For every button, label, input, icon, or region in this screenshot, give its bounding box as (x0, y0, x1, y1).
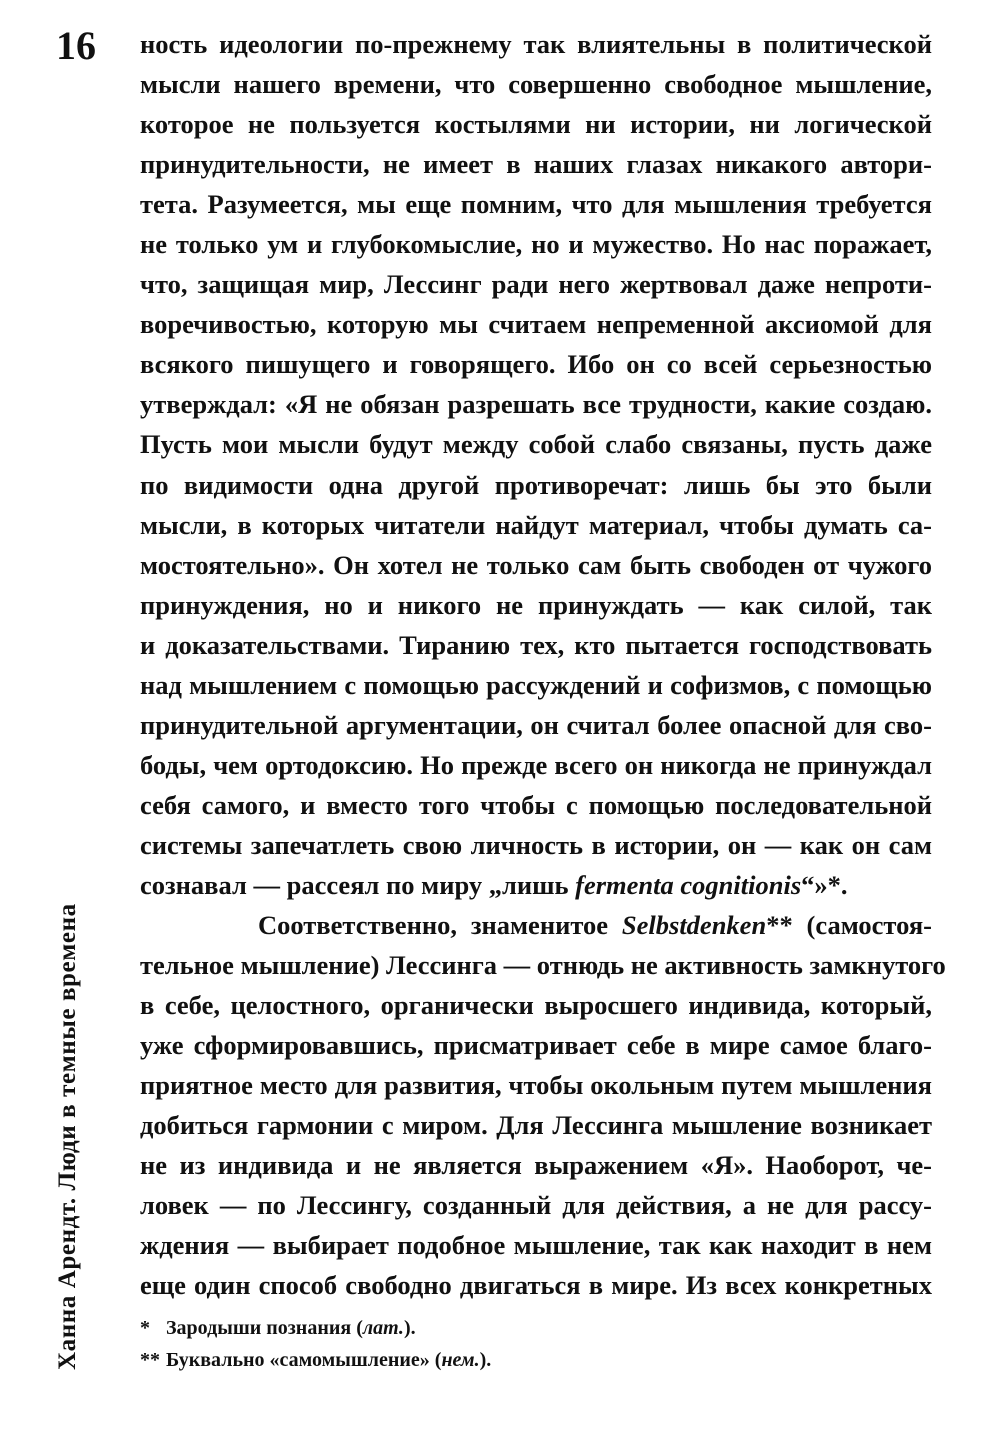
text-line: что, защищая мир, Лессинг ради него жертвовал даже непроти- (140, 269, 932, 300)
footnote-lang: нем. (441, 1349, 480, 1371)
text-line: ловек — по Лессингу, созданный для действия, а не для рассу- (140, 1190, 932, 1221)
text-line: над мышлением с помощью рассуждений и софизмов, с помощью (140, 669, 932, 700)
text-segment: Соответственно, знаменитое (258, 910, 622, 941)
text-line: воречивостью, которую мы считаем непременной аксиомой для (140, 309, 932, 340)
footnote-text: Зародыши познания ( (166, 1317, 363, 1339)
page-number: 16 (56, 23, 96, 68)
footnotes (140, 1312, 932, 1376)
footnote (140, 1312, 932, 1344)
main-text (140, 24, 946, 1306)
text-line: по видимости одна другой противоречат: лишь бы это были (140, 469, 932, 500)
text-line: приятное место для развития, чтобы окольным путем мышления (140, 1070, 932, 1101)
text-line: ждения — выбирает подобное мышление, так как находит в нем (140, 1230, 932, 1261)
text-line: принудительной аргументации, он считал более опасной для сво- (140, 709, 932, 740)
text-segment: “»*. (801, 869, 848, 900)
text-line-paragraph-end (140, 865, 932, 905)
text-line: мостоятельно». Он хотел не только сам быть свободен от чужого (140, 549, 932, 580)
text-line: тета. Разумеется, мы еще помним, что для мышления требуется (140, 189, 932, 220)
text-line: в себе, целостного, органически выросшего индивида, который, (140, 990, 932, 1021)
running-title: Ханна Арендт. Люди в темные времена (54, 903, 81, 1370)
text-line: добиться гармонии с миром. Для Лессинга мышление возникает (140, 1110, 932, 1141)
text-line: мысли нашего времени, что совершенно свободное мышление, (140, 69, 932, 100)
footnote-mark: * (140, 1317, 150, 1339)
footnote-text: Буквально «самомышление» ( (166, 1349, 442, 1371)
text-line: ность идеологии по-прежнему так влиятельны в политической (140, 29, 932, 59)
footnote-mark: ** (140, 1349, 160, 1371)
text-line: всякого пишущего и говорящего. Ибо он со всей серьезностью (140, 349, 932, 380)
text-line: принуждения, но и никого не принуждать — как силой, так (140, 589, 932, 620)
text-line: утверждал: «Я не обязан разрешать все трудности, какие создаю. (140, 389, 932, 420)
text-line: принудительности, не имеет в наших глазах никакого автори- (140, 149, 932, 180)
text-segment: сознавал — рассеял по миру „лишь (140, 869, 576, 900)
text-line: не из индивида и не является выражением «Я». Наоборот, че- (140, 1150, 932, 1181)
text-segment: ** (самостоя- (766, 910, 932, 941)
footnote-tail: ). (403, 1317, 416, 1339)
text-line: мысли, в которых читатели найдут материал, чтобы думать са- (140, 509, 932, 540)
text-line: не только ум и глубокомыслие, но и мужество. Но нас поражает, (140, 229, 932, 260)
text-line: уже сформировавшись, присматривает себе в мире самое благо- (140, 1030, 932, 1061)
text-line: Пусть мои мысли будут между собой слабо связаны, пусть даже (140, 429, 932, 460)
footnote-tail: ). (479, 1349, 492, 1371)
text-line: еще один способ свободно двигаться в мире. Из всех конкретных (140, 1270, 932, 1301)
text-line: себя самого, и вместо того чтобы с помощью последовательной (140, 789, 932, 820)
text-line: боды, чем ортодоксию. Но прежде всего он никогда не принуждал (140, 749, 932, 780)
text-line-paragraph-start (140, 905, 932, 945)
footnote-lang: лат. (362, 1317, 404, 1339)
german-term: Selbstdenken (621, 910, 767, 941)
text-line: системы запечатлеть свою личность в истории, он — как он сам (140, 829, 932, 860)
latin-phrase: fermenta cognitionis (575, 869, 802, 900)
text-line: которое не пользуется костылями ни истории, ни логической (140, 109, 932, 140)
text-line: тельное мышление) Лессинга — отнюдь не активность замкнутого (140, 950, 946, 981)
footnote (140, 1344, 932, 1376)
text-line: и доказательствами. Тиранию тех, кто пытается господствовать (140, 629, 932, 660)
